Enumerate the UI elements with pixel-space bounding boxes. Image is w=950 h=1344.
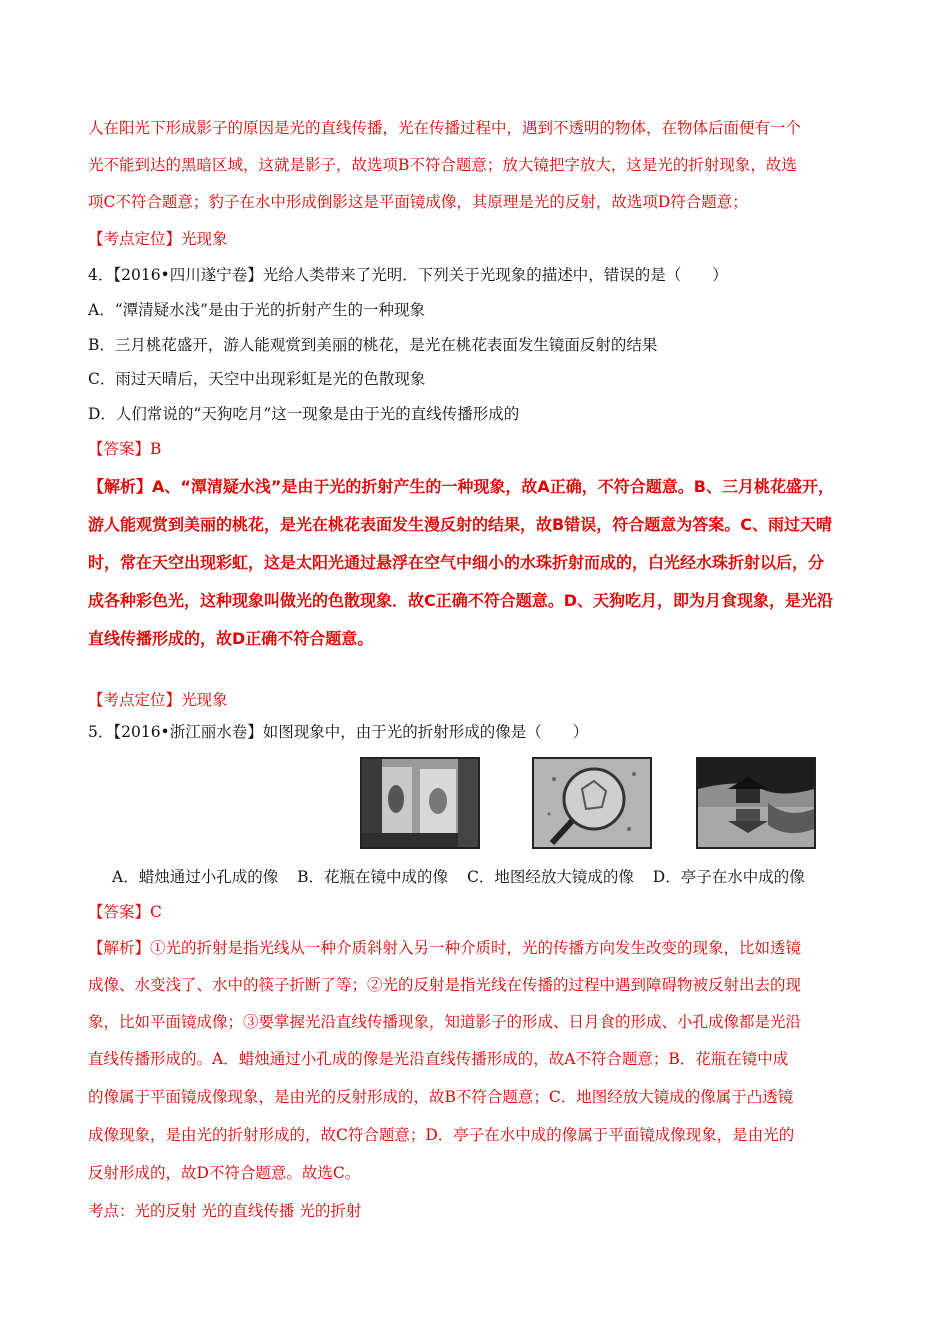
- q5-answer: 【答案】C: [88, 903, 162, 921]
- q5-option-c: C．地图经放大镜成的像: [466, 868, 634, 886]
- pavilion-water-image: [696, 757, 816, 849]
- prev-explanation-line-3: 项C不符合题意；豹子在水中形成倒影这是平面镜成像，其原理是光的反射，故选项D符合题意；: [88, 193, 748, 211]
- q5-analysis-line-2: 成像、水变浅了、水中的筷子折断了等；②光的反射是指光线在传播的过程中遇到障碍物被反射出去的现: [88, 976, 802, 994]
- q5-option-a: A．蜡烛通过小孔成的像: [112, 868, 279, 886]
- prev-explanation-line-2: 光不能到达的黑暗区域，这就是影子，故选项B不符合题意；放大镜把字放大，这是光的折射现象，故选: [88, 156, 797, 174]
- q4-kaodian: 【考点定位】光现象: [88, 691, 228, 709]
- q5-analysis-line-5: 的像属于平面镜成像现象，是由光的反射形成的，故B不符合题意；C．地图经放大镜成的像属于凸透镜: [88, 1088, 794, 1106]
- q5-analysis-line-3: 象，比如平面镜成像；③要掌握光沿直线传播现象，知道影子的形成、日月食的形成、小孔成像都是光沿: [88, 1013, 802, 1031]
- q5-analysis-line-6: 成像现象，是由光的折射形成的，故C符合题意；D．亭子在水中成的像属于平面镜成像现象，是由光的: [88, 1126, 795, 1144]
- q5-analysis-line-4: 直线传播形成的。A．蜡烛通过小孔成的像是光沿直线传播形成的，故A不符合题意；B．花瓶在镜中成: [88, 1050, 789, 1068]
- prev-explanation-line-1: 人在阳光下形成影子的原因是光的直线传播，光在传播过程中，遇到不透明的物体，在物体后面便有一个: [88, 119, 802, 137]
- q4-analysis-line-2: 游人能观赏到美丽的桃花，是光在桃花表面发生漫反射的结果，故B错误，符合题意为答案。C、雨过天晴: [88, 515, 832, 534]
- q4-answer: 【答案】B: [88, 440, 162, 458]
- candle-pinhole-image: [360, 757, 480, 849]
- q5-stem: 5．【2016•浙江丽水卷】如图现象中，由于光的折射形成的像是（ ）: [88, 723, 589, 741]
- magnifier-map-image: [532, 757, 652, 849]
- q4-option-d: D．人们常说的“天狗吃月”这一现象是由于光的直线传播形成的: [88, 405, 520, 423]
- q5-kaodian: 考点：光的反射 光的直线传播 光的折射: [88, 1202, 362, 1220]
- q4-option-a: A．“潭清疑水浅”是由于光的折射产生的一种现象: [88, 301, 426, 319]
- q4-analysis-line-4: 成各种彩色光，这种现象叫做光的色散现象．故C正确不符合题意。D、天狗吃月，即为月食现象，是光沿: [88, 591, 834, 610]
- q4-analysis-line-5: 直线传播形成的，故D正确不符合题意。: [88, 629, 374, 648]
- q4-analysis-line-1: 【解析】A、“潭清疑水浅”是由于光的折射产生的一种现象，故A正确，不符合题意。B、三月桃花盛开，: [88, 477, 834, 496]
- q5-option-d: D．亭子在水中成的像: [652, 868, 805, 886]
- q5-option-b: B．花瓶在镜中成的像: [297, 868, 449, 886]
- kaodian-label: 【考点定位】光现象: [88, 230, 228, 248]
- q4-stem: 4．【2016•四川遂宁卷】光给人类带来了光明．下列关于光现象的描述中，错误的是（ ）: [88, 266, 728, 284]
- q5-analysis-line-7: 反射形成的，故D不符合题意。故选C。: [88, 1164, 361, 1182]
- q5-analysis-line-1: 【解析】①光的折射是指光线从一种介质斜射入另一种介质时，光的传播方向发生改变的现象，比如透镜: [88, 939, 802, 957]
- q4-option-b: B．三月桃花盛开，游人能观赏到美丽的桃花，是光在桃花表面发生镜面反射的结果: [88, 336, 658, 354]
- q5-options: [112, 866, 819, 888]
- q4-analysis-line-3: 时，常在天空出现彩虹，这是太阳光通过悬浮在空气中细小的水珠折射而成的，白光经水珠折射以后，分: [88, 553, 825, 572]
- q4-option-c: C．雨过天晴后，天空中出现彩虹是光的色散现象: [88, 370, 426, 388]
